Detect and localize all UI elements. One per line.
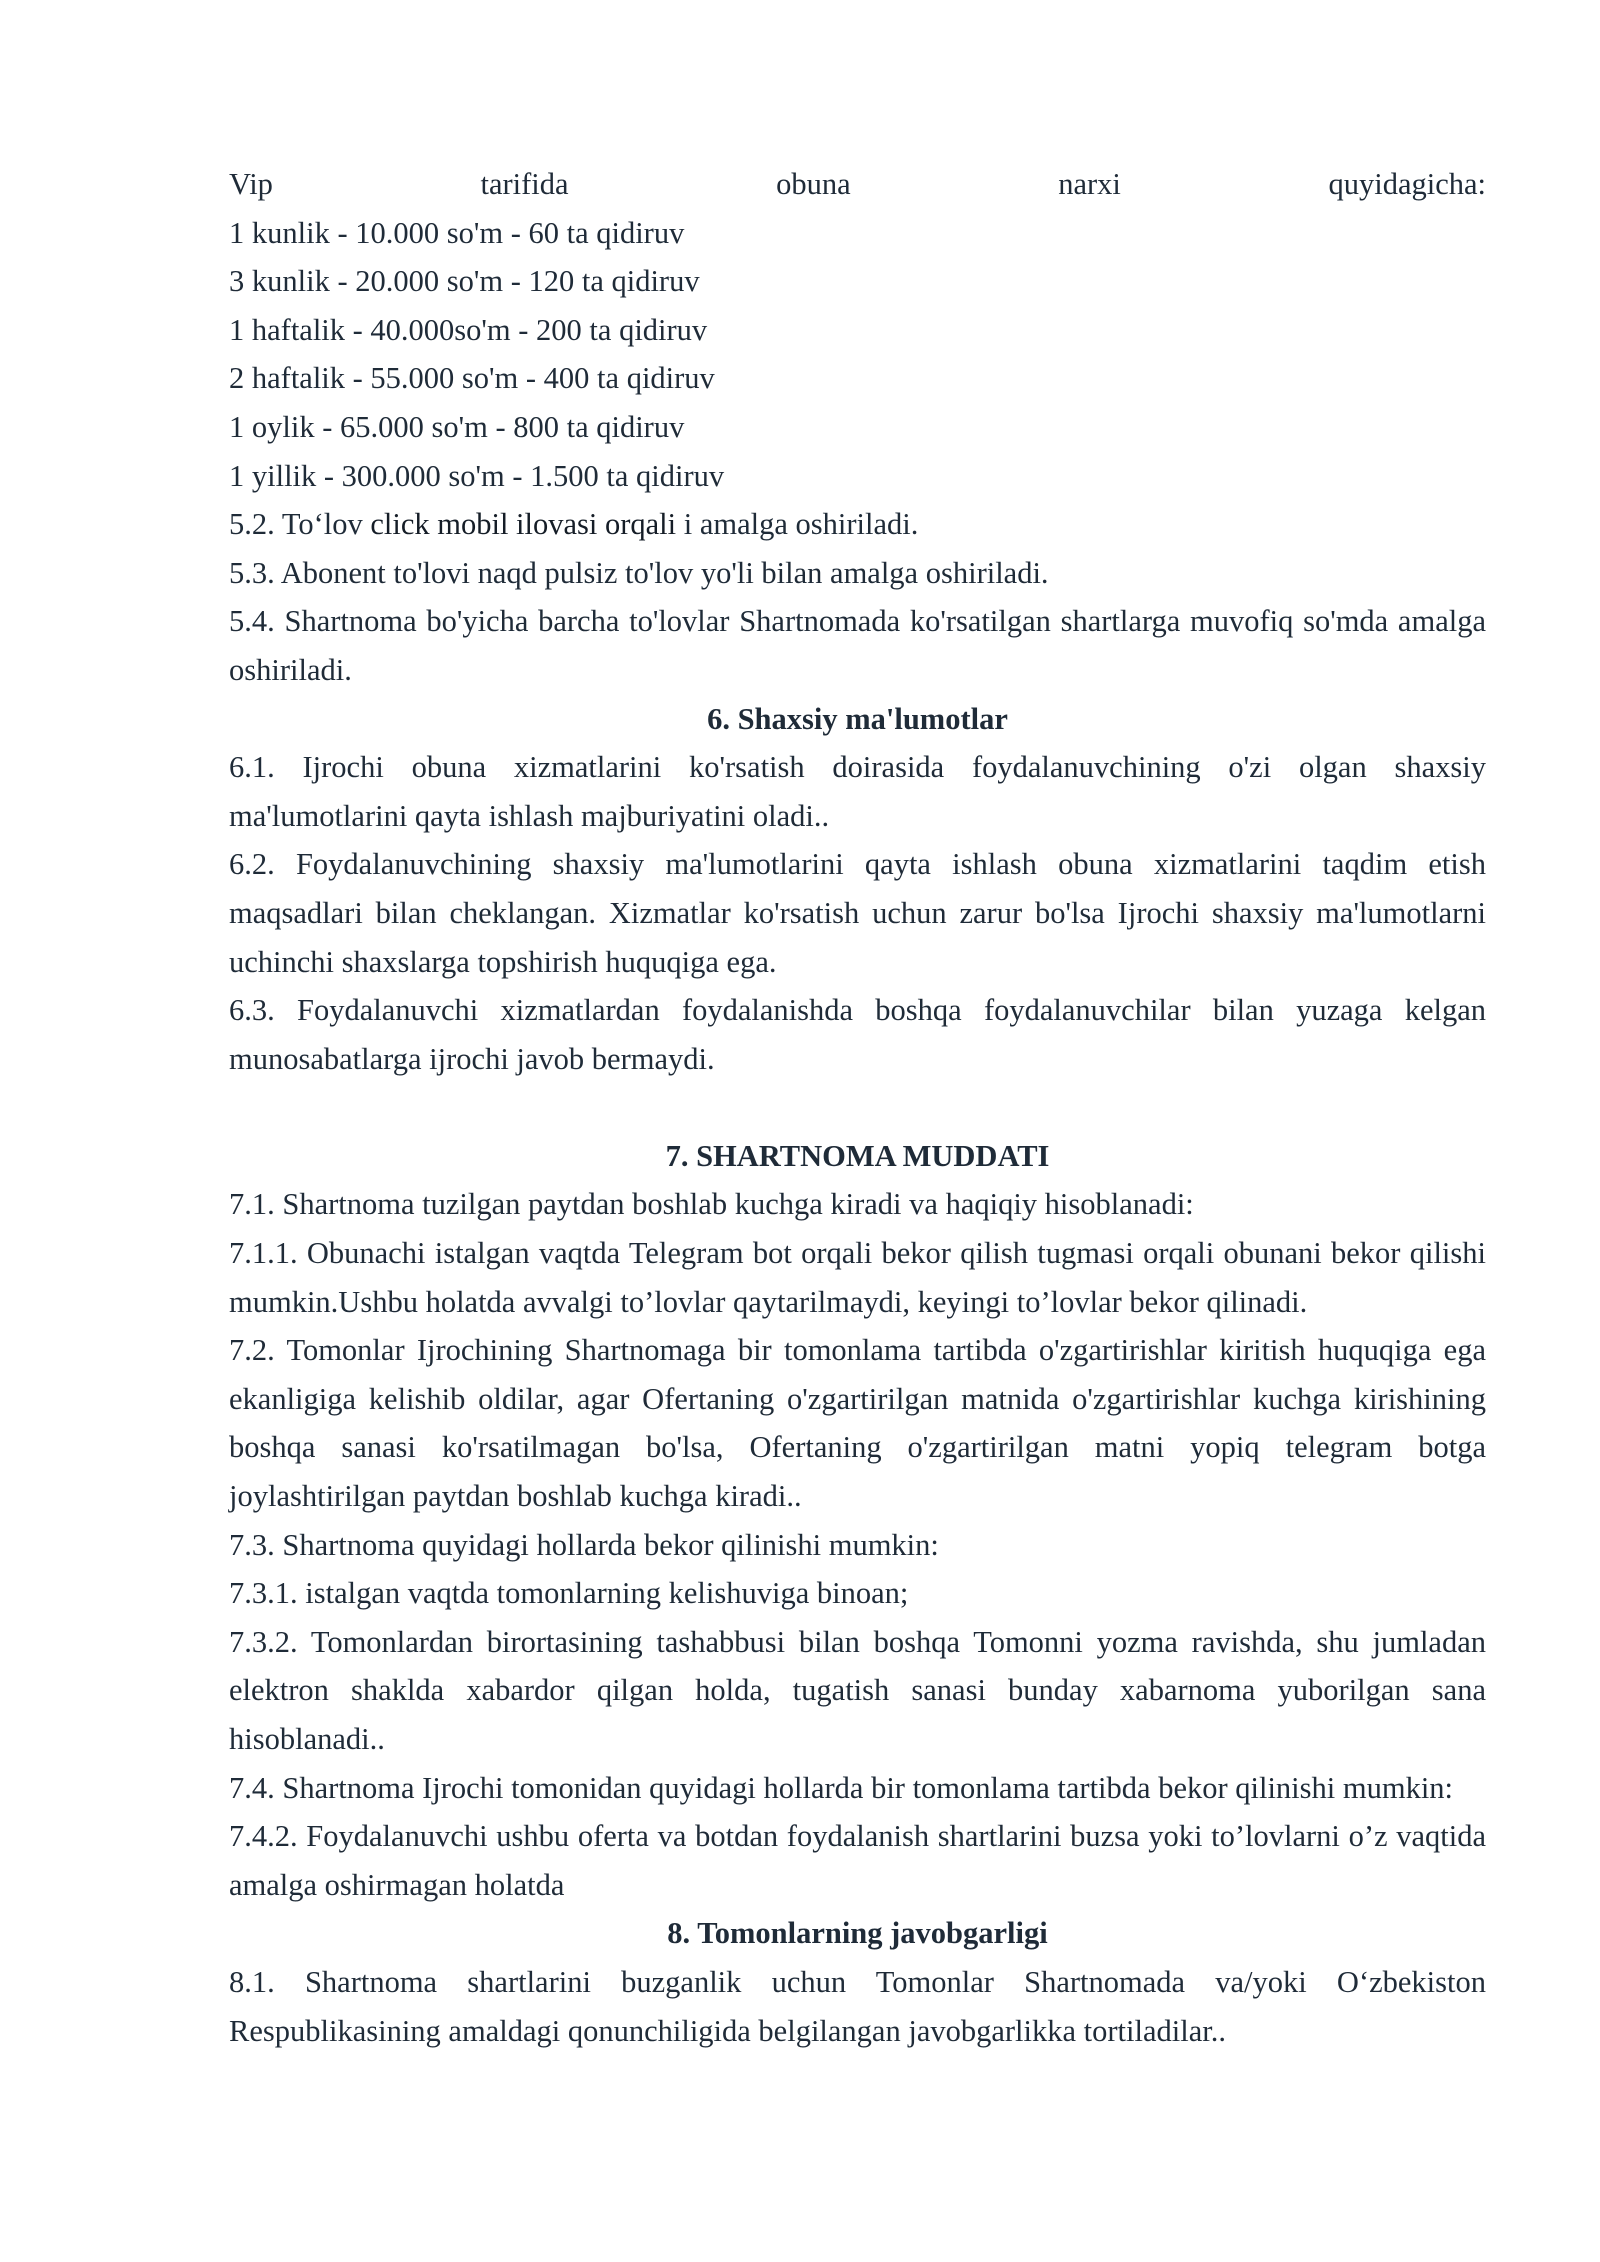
clause-7-2: 7.2. Tomonlar Ijrochining Shartnomaga bir tomonlama tartibda o'zgartirishlar kiritish huquqiga ega ekanligiga kelishib oldilar, agar Ofertaning o'zgartirilgan matnida o'zgartirishlar kuchga kirishining boshqa sanasi ko'rsatilmagan bo'lsa, Ofertaning o'zgartirilgan matni yopiq telegram botga joylashtirilgan paytdan boshlab kuchga kiradi.. xyxy=(229,1333,1486,1514)
clause-6-3: 6.3. Foydalanuvchi xizmatlardan foydalanishda boshqa foydalanuvchilar bilan yuzaga kelgan munosabatlarga ijrochi javob bermaydi. xyxy=(229,993,1486,1076)
clause-7-1: 7.1. Shartnoma tuzilgan paytdan boshlab kuchga kiradi va haqiqiy hisoblanadi: xyxy=(229,1187,1194,1222)
payment-method-text: click mobil ilovasi orqali xyxy=(370,507,677,542)
section-8-heading: 8. Tomonlarning javobgarligi xyxy=(667,1916,1048,1951)
clause-7-4: 7.4. Shartnoma Ijrochi tomonidan quyidagi hollarda bir tomonlama tartibda bekor qilinishi mumkin: xyxy=(229,1770,1454,1805)
tariff-line: 2 haftalik - 55.000 so'm - 400 ta qidiruv xyxy=(229,361,715,396)
blank-line xyxy=(229,1083,1486,1132)
clause-8-1: 8.1. Shartnoma shartlarini buzganlik uchun Tomonlar Shartnomada va/yoki O‘zbekiston Respublikasining amaldagi qonunchiligida belgilangan javobgarlikka tortiladilar.. xyxy=(229,1964,1486,2048)
tariff-line: 3 kunlik - 20.000 so'm - 120 ta qidiruv xyxy=(229,264,700,299)
clause-5-2-end: i amalga oshiriladi. xyxy=(676,507,919,542)
clause-5-4: 5.4. Shartnoma bo'yicha barcha to'lovlar Shartnomada ko'rsatilgan shartlarga muvofiq so'mda amalga oshiriladi. xyxy=(229,604,1486,687)
tariff-line: 1 oylik - 65.000 so'm - 800 ta qidiruv xyxy=(229,409,685,444)
tariff-line: 1 kunlik - 10.000 so'm - 60 ta qidiruv xyxy=(229,215,685,250)
clause-7-3: 7.3. Shartnoma quyidagi hollarda bekor qilinishi mumkin: xyxy=(229,1527,939,1562)
clause-5-2 xyxy=(229,500,1486,549)
clause-5-2-start: 5.2. To‘lov xyxy=(229,507,371,542)
section-6-heading: 6. Shaxsiy ma'lumotlar xyxy=(707,701,1008,736)
clause-6-2: 6.2. Foydalanuvchining shaxsiy ma'lumotlarini qayta ishlash obuna xizmatlarini taqdim etish maqsadlari bilan cheklangan. Xizmatlar ko'rsatish uchun zarur bo'lsa Ijrochi shaxsiy ma'lumotlarni uchinchi shaxslarga topshirish huquqiga ega. xyxy=(229,847,1486,979)
section-7-heading: 7. SHARTNOMA MUDDATI xyxy=(665,1138,1050,1173)
clause-7-4-2: 7.4.2. Foydalanuvchi ushbu oferta va botdan foydalanish shartlarini buzsa yoki to’lovlarni o’z vaqtida amalga oshirmagan holatda xyxy=(229,1819,1486,1902)
clause-7-3-2: 7.3.2. Tomonlardan birortasining tashabbusi bilan boshqa Tomonni yozma ravishda, shu jumladan elektron shaklda xabardor qilgan holda, tugatish sanasi bunday xabarnoma yuborilgan sana hisoblanadi.. xyxy=(229,1624,1486,1756)
tariff-intro: Vip tarifida obuna narxi quyidagicha: xyxy=(229,167,1486,201)
tariff-line: 1 haftalik - 40.000so'm - 200 ta qidiruv xyxy=(229,312,708,347)
document-body xyxy=(229,160,1486,2055)
tariff-line: 1 yillik - 300.000 so'm - 1.500 ta qidiruv xyxy=(229,458,725,493)
clause-6-1: 6.1. Ijrochi obuna xizmatlarini ko'rsatish doirasida foydalanuvchining o'zi olgan shaxsiy ma'lumotlarini qayta ishlash majburiyatini oladi.. xyxy=(229,750,1486,833)
clause-5-3: 5.3. Abonent to'lovi naqd pulsiz to'lov yo'li bilan amalga oshiriladi. xyxy=(229,555,1049,590)
clause-7-1-1: 7.1.1. Obunachi istalgan vaqtda Telegram bot orqali bekor qilish tugmasi orqali obunani bekor qilishi mumkin.Ushbu holatda avvalgi to’lovlar qaytarilmaydi, keyingi to’lovlar bekor qilinadi. xyxy=(229,1236,1486,1319)
clause-7-3-1: 7.3.1. istalgan vaqtda tomonlarning kelishuviga binoan; xyxy=(229,1576,909,1611)
